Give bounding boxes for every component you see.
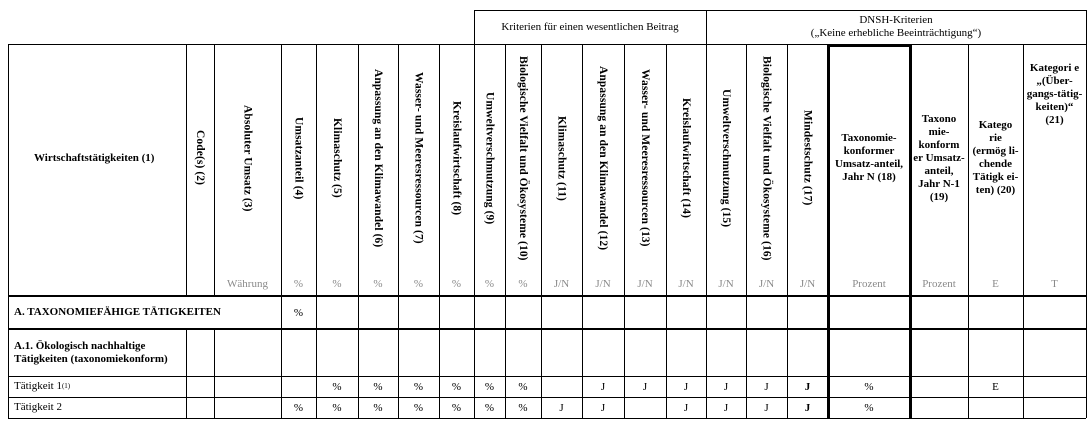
column-header-13 — [624, 44, 666, 272]
rule-vertical — [541, 44, 542, 418]
cell-t2-c5 — [316, 397, 358, 418]
cell-t1-c20 — [968, 376, 1023, 397]
rule-horizontal — [8, 44, 1086, 45]
row-label-a — [8, 296, 281, 329]
cell-value: % — [293, 306, 304, 319]
unit-label-19 — [910, 272, 968, 296]
row-label-text: Tätigkeit 2 — [14, 401, 62, 413]
column-header-16 — [746, 44, 787, 272]
column-header-7 — [398, 44, 439, 272]
cell-value: J — [804, 401, 811, 414]
cell-value: % — [413, 380, 424, 393]
rule-horizontal — [827, 44, 912, 47]
row-label-text: A.1. Ökologisch nachhaltige Tätigkeiten (taxonomiekonform) — [14, 339, 168, 365]
column-header-11 — [541, 44, 582, 272]
rule-vertical — [505, 44, 506, 418]
column-header-label: Umweltverschmutzung (15) — [720, 88, 732, 228]
column-header-label: Anpassung an den Klimawandel (12) — [597, 65, 609, 251]
cell-value: % — [451, 401, 462, 414]
rule-vertical — [787, 44, 788, 418]
unit-text: % — [484, 278, 495, 290]
unit-text: Prozent — [922, 278, 956, 290]
column-header-label: Taxono mie-konform er Umsatz-anteil, Jahr N-1 (19) — [913, 112, 965, 203]
cell-value: % — [484, 380, 495, 393]
unit-text: % — [373, 278, 383, 290]
unit-label-3 — [214, 272, 281, 296]
rule-vertical — [214, 329, 215, 418]
cell-value: J — [723, 380, 729, 393]
cell-t1-c6 — [358, 376, 398, 397]
cell-value: J — [683, 401, 689, 414]
column-header-label: Umsatzanteil (4) — [292, 116, 305, 200]
cell-t1-c9 — [474, 376, 505, 397]
column-header-9 — [474, 44, 505, 272]
unit-label-4 — [281, 272, 316, 296]
column-header-12 — [582, 44, 624, 272]
rule-vertical — [186, 329, 187, 418]
unit-text: % — [293, 278, 304, 290]
footnote-marker: (1) — [61, 382, 71, 390]
cell-value: % — [293, 401, 304, 414]
column-header-15 — [706, 44, 746, 272]
cell-t2-c8 — [439, 397, 474, 418]
group-dnsh-subtitle: („Keine erhebliche Beeinträchtigung“) — [810, 27, 982, 39]
cell-t1-c15 — [706, 376, 746, 397]
row-label-t2 — [8, 397, 186, 418]
group-dnsh — [706, 10, 1086, 44]
cell-t2-c15 — [706, 397, 746, 418]
cell-t2-c17 — [787, 397, 828, 418]
column-header-6 — [358, 44, 398, 272]
cell-value: J — [764, 380, 769, 393]
cell-t2-c10 — [505, 397, 541, 418]
rule-vertical — [8, 44, 9, 418]
column-header-1 — [8, 44, 186, 272]
rule-vertical — [666, 44, 667, 418]
column-header-label: Absoluter Umsatz (3) — [241, 104, 254, 212]
unit-text: % — [413, 278, 424, 290]
cell-t1-c7 — [398, 376, 439, 397]
rule-vertical — [746, 44, 747, 418]
cell-value: % — [518, 401, 528, 414]
column-header-21 — [1023, 44, 1086, 272]
unit-text: J/N — [637, 278, 653, 290]
cell-t2-c18 — [828, 397, 910, 418]
column-header-label: Kategori e „(Über-gangs-tätig-keiten)“ (21) — [1026, 62, 1083, 126]
unit-text: J/N — [678, 278, 694, 290]
column-header-label: Biologische Vielfalt und Ökosysteme (10) — [517, 55, 529, 261]
rule-vertical — [281, 44, 282, 418]
cell-value: J — [600, 380, 606, 393]
cell-value: E — [992, 380, 999, 393]
cell-t1-c16 — [746, 376, 787, 397]
column-header-label: Wirtschaftstätigkeiten (1) — [34, 151, 155, 164]
cell-value: % — [332, 380, 342, 393]
column-header-label: Umweltverschmutzung (9) — [483, 91, 496, 225]
column-header-label: Code(s) (2) — [194, 130, 206, 186]
cell-t2-c11 — [541, 397, 582, 418]
cell-value: % — [864, 401, 874, 414]
unit-text: % — [518, 278, 528, 290]
unit-text: E — [992, 278, 999, 290]
group-substantial-contribution — [474, 10, 706, 44]
column-header-10 — [505, 44, 541, 272]
cell-value: % — [864, 380, 874, 393]
cell-t2-c9 — [474, 397, 505, 418]
cell-t1-c5 — [316, 376, 358, 397]
cell-t2-c16 — [746, 397, 787, 418]
column-header-2 — [186, 44, 214, 272]
cell-t1-c18 — [828, 376, 910, 397]
cell-value: J — [804, 380, 811, 393]
rule-vertical — [706, 10, 707, 418]
unit-text: J/N — [758, 278, 775, 290]
column-header-3 — [214, 44, 281, 272]
column-header-17 — [787, 44, 828, 272]
column-header-label: Mindestschutz (17) — [801, 110, 814, 206]
cell-t2-c4 — [281, 397, 316, 418]
column-header-label: Kreislaufwirtschaft (8) — [450, 100, 463, 216]
unit-text: % — [451, 278, 462, 290]
rule-vertical — [968, 44, 969, 418]
unit-label-6 — [358, 272, 398, 296]
cell-a-c4 — [281, 296, 316, 329]
cell-t1-c12 — [582, 376, 624, 397]
column-header-label: Klimaschutz (5) — [331, 118, 343, 198]
rule-vertical — [909, 44, 912, 418]
rule-horizontal — [8, 418, 1086, 419]
column-header-5 — [316, 44, 358, 272]
unit-label-13 — [624, 272, 666, 296]
unit-label-12 — [582, 272, 624, 296]
column-header-label: Katego rie (ermög li-chende Tätigk ei-ten) (20) — [972, 119, 1019, 196]
unit-label-5 — [316, 272, 358, 296]
column-header-20 — [968, 44, 1023, 272]
rule-vertical — [316, 44, 317, 418]
rule-vertical — [1023, 44, 1024, 418]
unit-label-7 — [398, 272, 439, 296]
cell-value: % — [451, 380, 462, 393]
rule-vertical — [439, 44, 440, 418]
column-header-18 — [828, 44, 910, 272]
rule-horizontal — [8, 295, 1086, 297]
cell-value: J — [723, 401, 729, 414]
unit-label-17 — [787, 272, 828, 296]
cell-t2-c12 — [582, 397, 624, 418]
unit-label-18 — [828, 272, 910, 296]
rule-vertical — [624, 44, 625, 418]
rule-vertical — [827, 44, 830, 418]
column-header-label: Kreislaufwirtschaft (14) — [680, 97, 692, 219]
unit-text: Prozent — [852, 278, 886, 290]
unit-text: J/N — [553, 278, 570, 290]
cell-t2-c7 — [398, 397, 439, 418]
group-substantial-label: Kriterien für einen wesentlichen Beitrag — [501, 20, 679, 33]
unit-text: J/N — [799, 278, 816, 290]
rule-vertical — [582, 44, 583, 418]
cell-value: J — [559, 401, 564, 414]
cell-t1-c8 — [439, 376, 474, 397]
unit-label-8 — [439, 272, 474, 296]
rule-vertical — [398, 44, 399, 418]
column-header-8 — [439, 44, 474, 272]
row-label-text: Tätigkeit 1 — [14, 380, 62, 392]
cell-value: % — [373, 380, 383, 393]
row-label-t1 — [8, 376, 186, 397]
unit-label-10 — [505, 272, 541, 296]
column-header-label: Anpassung an den Klimawandel (6) — [372, 68, 384, 248]
cell-t1-c10 — [505, 376, 541, 397]
unit-text: J/N — [595, 278, 611, 290]
column-header-label: Wasser- und Meeresressourcen (7) — [412, 72, 425, 244]
row-label-a1 — [8, 329, 186, 376]
unit-label-16 — [746, 272, 787, 296]
column-header-label: Wasser- und Meeresressourcen (13) — [639, 69, 651, 247]
group-dnsh-title: DNSH-Kriterien — [859, 14, 933, 26]
cell-t2-c6 — [358, 397, 398, 418]
unit-label-21 — [1023, 272, 1086, 296]
cell-value: % — [373, 401, 383, 414]
unit-label-14 — [666, 272, 706, 296]
unit-label-15 — [706, 272, 746, 296]
unit-text: % — [332, 278, 342, 290]
cell-value: J — [642, 380, 648, 393]
rule-vertical — [358, 44, 359, 418]
rule-horizontal — [8, 328, 1086, 330]
column-header-4 — [281, 44, 316, 272]
rule-vertical — [214, 44, 215, 296]
column-header-19 — [910, 44, 968, 272]
cell-t1-c14 — [666, 376, 706, 397]
cell-value: J — [683, 380, 689, 393]
column-header-14 — [666, 44, 706, 272]
cell-value: % — [484, 401, 495, 414]
row-label-text: A. TAXONOMIEFÄHIGE TÄTIGKEITEN — [14, 306, 221, 318]
unit-label-20 — [968, 272, 1023, 296]
cell-t1-c13 — [624, 376, 666, 397]
rule-vertical — [1086, 10, 1087, 418]
cell-t1-c17 — [787, 376, 828, 397]
column-header-label: Klimaschutz (11) — [555, 115, 568, 201]
cell-t2-c14 — [666, 397, 706, 418]
unit-text: J/N — [718, 278, 734, 290]
rule-horizontal — [8, 376, 1086, 377]
unit-label-11 — [541, 272, 582, 296]
unit-text: Währung — [227, 278, 268, 290]
column-header-label: Biologische Vielfalt und Ökosysteme (16) — [760, 55, 773, 261]
rule-vertical — [186, 44, 187, 296]
unit-text: T — [1051, 278, 1058, 290]
rule-horizontal — [8, 397, 1086, 398]
cell-value: J — [600, 401, 606, 414]
rule-horizontal — [474, 10, 1086, 11]
column-header-label: Taxonomie-konformer Umsatz-anteil, Jahr N (18) — [834, 132, 904, 183]
cell-value: % — [413, 401, 424, 414]
cell-value: % — [332, 401, 342, 414]
cell-value: % — [518, 380, 528, 393]
rule-vertical — [474, 10, 475, 418]
unit-label-9 — [474, 272, 505, 296]
cell-value: J — [764, 401, 769, 414]
